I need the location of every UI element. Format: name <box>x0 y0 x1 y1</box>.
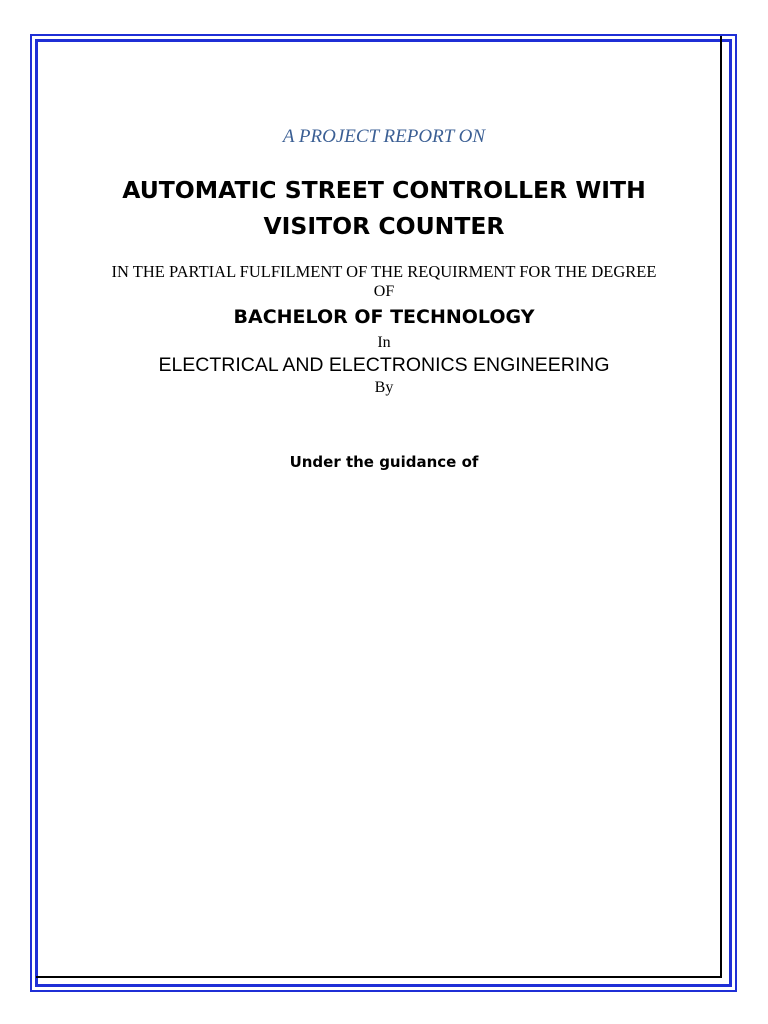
of-line: OF <box>373 283 395 300</box>
report-kicker: A PROJECT REPORT ON <box>282 126 486 147</box>
page-border-right-shadow <box>720 36 722 978</box>
page-border-bottom-shadow <box>36 976 722 978</box>
degree-name: BACHELOR OF TECHNOLOGY <box>233 306 535 328</box>
report-title: AUTOMATIC STREET CONTROLLER WITH VISITOR COUNTER <box>122 176 646 240</box>
partial-fulfilment-line: IN THE PARTIAL FULFILMENT OF THE REQUIRMENT FOR THE DEGREE <box>111 262 657 281</box>
by-line: By <box>374 379 394 396</box>
in-line: In <box>377 334 391 351</box>
guidance-line: Under the guidance of <box>289 453 479 471</box>
branch-name: ELECTRICAL AND ELECTRONICS ENGINEERING <box>158 354 610 376</box>
